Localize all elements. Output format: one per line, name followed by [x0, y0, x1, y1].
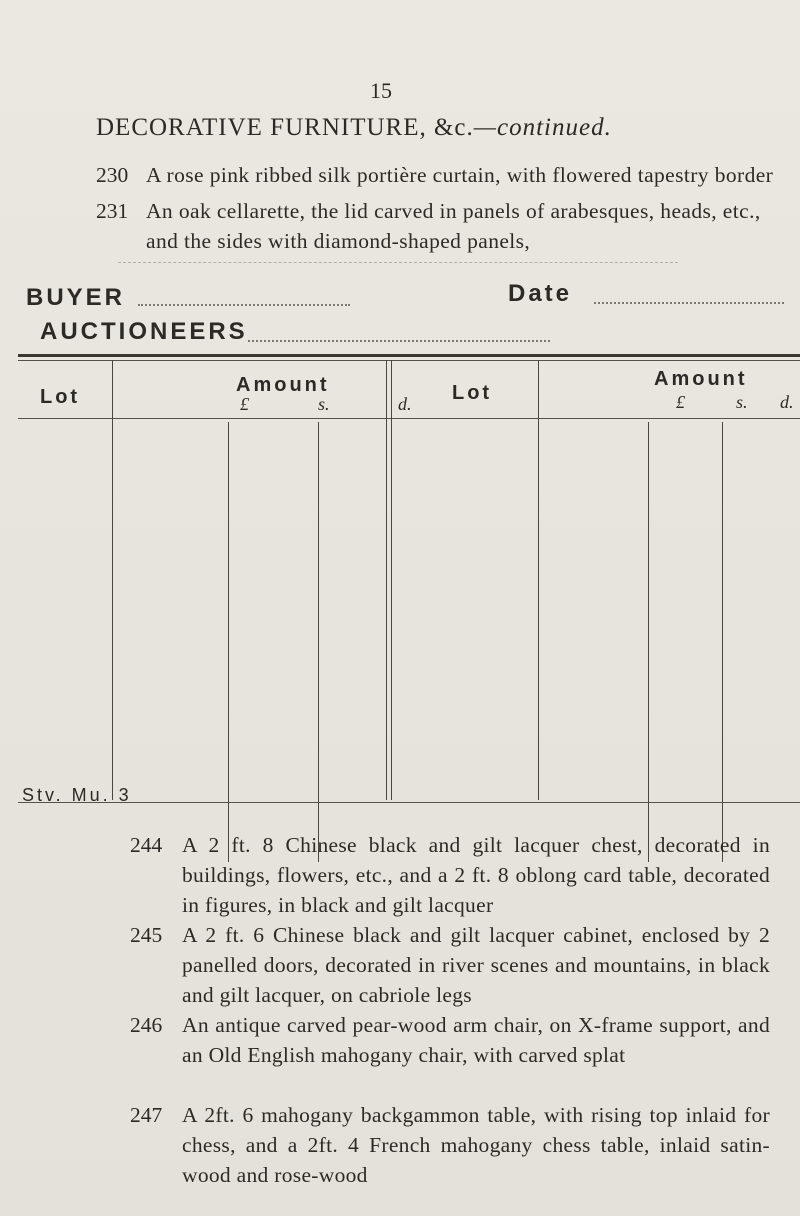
lot-entry-245: [130, 920, 770, 1010]
lot-column-header: Lot: [452, 382, 493, 404]
table-header-rule: [18, 418, 800, 419]
lot-number: 230: [96, 163, 129, 187]
column-divider: [228, 422, 229, 862]
lot-number: 246: [130, 1013, 163, 1037]
lot-description: A rose pink ribbed silk portière curtain, with flowered tapestry border: [146, 163, 774, 187]
lot-description: A 2 ft. 8 Chinese black and gilt lacquer chest, decorated in buildings, flowers, etc., and a 2 ft. 8 oblong card table, decorated in figures, in black and gilt lacquer: [182, 833, 770, 917]
column-divider: [722, 422, 723, 862]
table-top-rule: [18, 354, 800, 357]
buyer-label: BUYER: [26, 284, 126, 311]
lot-column-header: Lot: [40, 386, 81, 408]
date-label: Date: [508, 280, 573, 307]
lot-entry-246: [130, 1010, 770, 1070]
lot-number: 244: [130, 833, 163, 857]
amount-column-header: Amount: [654, 368, 748, 390]
lot-number: 245: [130, 923, 163, 947]
form-footer-code: Stv. Mu. 3: [22, 785, 132, 805]
lot-number: 247: [130, 1103, 163, 1127]
pence-label: d.: [398, 394, 412, 414]
lot-entry-244: [130, 830, 770, 920]
torn-edge-divider: [118, 262, 678, 269]
column-divider: [112, 360, 113, 800]
lot-description: A 2 ft. 6 Chinese black and gilt lacquer cabinet, enclosed by 2 panelled doors, decorated in river scenes and mountains, in black and gilt lacquer, on cabriole legs: [182, 923, 770, 1007]
buyer-record-table: [18, 352, 800, 804]
pounds-label: £: [676, 392, 685, 412]
amount-column-header: Amount: [236, 374, 330, 396]
auctioneers-dotted-line: [248, 340, 550, 342]
table-bottom-rule: [18, 802, 800, 803]
page-number: 15: [370, 78, 392, 103]
buyer-dotted-line: [138, 304, 350, 306]
section-title: [96, 114, 612, 142]
column-divider: [391, 360, 392, 800]
shillings-label: s.: [318, 394, 330, 414]
lot-description: An oak cellarette, the lid carved in panels of arabesques, heads, etc., and the sides with diamond-shaped panels,: [146, 199, 761, 253]
lot-entry-247: [130, 1100, 770, 1190]
column-divider: [538, 360, 539, 800]
lot-number: 231: [96, 199, 129, 223]
shillings-label: s.: [736, 392, 748, 412]
lot-description: An antique carved pear-wood arm chair, on X-frame support, and an Old English mahogany chair, with carved splat: [182, 1013, 770, 1067]
table-top-rule-thin: [18, 360, 800, 361]
pounds-label: £: [240, 394, 249, 414]
lot-description: A 2ft. 6 mahogany backgammon table, with rising top inlaid for chess, and a 2ft. 4 French mahogany chess table, inlaid satin-wood and rose-wood: [182, 1103, 770, 1187]
pence-label: d.: [780, 392, 794, 412]
column-divider: [318, 422, 319, 862]
section-title-text: DECORATIVE FURNITURE, &c.: [96, 114, 474, 141]
column-divider: [386, 360, 387, 800]
date-dotted-line: [594, 302, 784, 304]
column-divider: [648, 422, 649, 862]
auctioneers-label: AUCTIONEERS: [40, 318, 248, 345]
lot-entry-230: [96, 160, 796, 190]
section-title-continued: —continued.: [473, 114, 612, 141]
lot-entry-231: [96, 196, 796, 256]
